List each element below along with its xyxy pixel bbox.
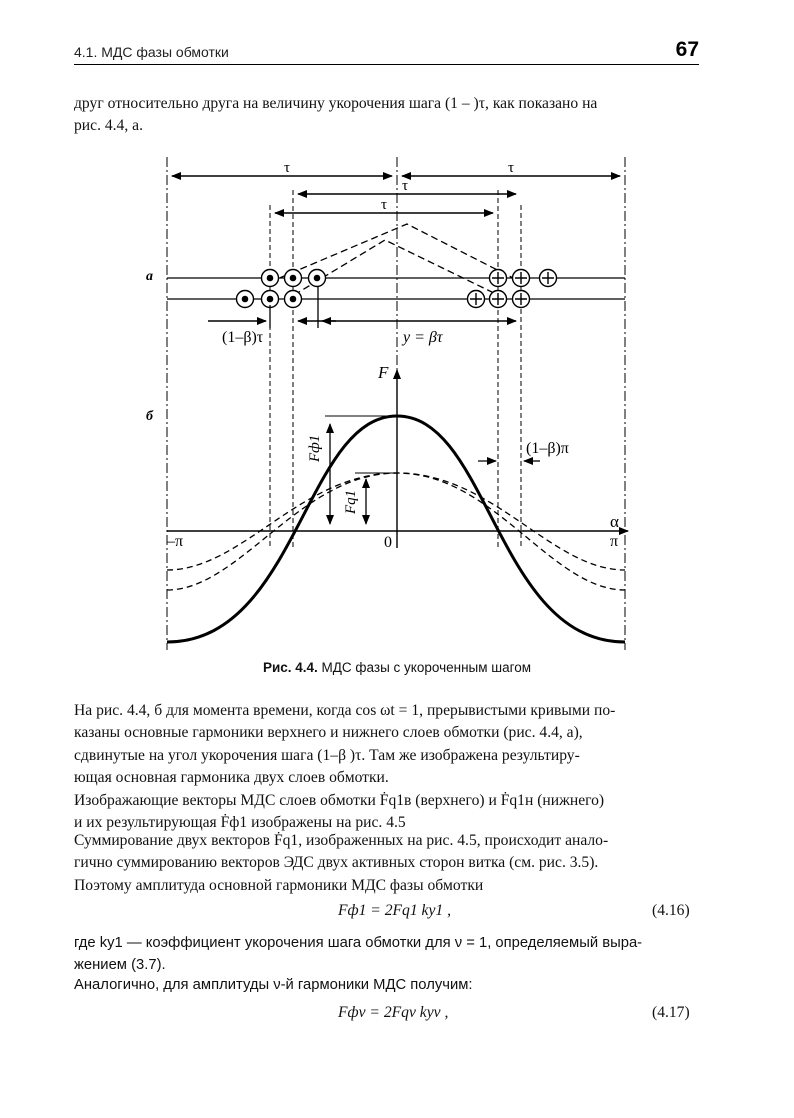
F-q-label: Fq1 [343,489,359,514]
pi-label: π [610,533,619,550]
tau-label-left: τ [284,160,291,176]
paragraph-1-line: На рис. 4.4, б для момента времени, когда cos ωt = 1, прерывистыми кривыми по- [74,702,616,719]
label-a: а [146,269,153,284]
shift-label: (1–β)π [526,440,569,457]
axis-alpha-label: α [610,512,619,531]
figure-caption [0,660,794,675]
tau-label-mid: τ [402,178,409,194]
explanation-line: где ky1 — коэффициент укорочения шага обмотки для ν = 1, определяемый выра- [74,935,643,951]
pitch-label: y = βτ [403,329,443,346]
tau-label-low: τ [381,197,388,213]
minus-pi-label: –π [167,533,184,550]
equation-4-16: Fф1 = 2Fq1 ky1 , [338,902,451,919]
caption-number: Рис. 4.4. [262,660,318,675]
equation-4-16-number: (4.16) [652,902,690,919]
paragraph-2-line: Изображающие векторы МДС слоев обмотки Ḟq1в (верхнего) и Ḟq1н (нижнего) [74,792,605,809]
axis-F-label: F [378,363,389,382]
equation-4-17: Fфν = 2Fqν kyν , [338,1004,449,1021]
equation-explanation [74,932,699,977]
paragraph-3 [74,830,699,897]
paragraph-1-line: казаны основные гармоники верхнего и нижнего слоев обмотки (рис. 4.4, а), [74,724,583,742]
intro-line-2: рис. 4.4, а. [74,117,143,135]
zero-label: 0 [384,534,392,551]
paragraph-1-line: ющая основная гармоника двух слоев обмотки. [74,768,389,786]
paragraph-2-line: и их результирующая Ḟф1 изображены на рис. 4.5 [74,814,406,832]
analog-sentence: Аналогично, для амплитуды ν-й гармоники МДС получим: [74,977,473,993]
caption-text: МДС фазы с укороченным шагом [317,660,532,675]
equation-4-17-number: (4.17) [652,1004,690,1021]
paragraph-1 [74,700,699,789]
paragraph-2 [74,790,699,835]
label-b: б [146,409,153,424]
paragraph-3-line: Суммирование двух векторов Ḟq1, изображенных на рис. 4.5, происходит анало- [74,832,609,849]
explanation-line: жением (3.7). [74,957,166,974]
paragraph-1-line: сдвинутые на угол укорочения шага (1–β )τ. Там же изображена результиру- [74,746,580,764]
intro-line-1: друг относительно друга на величину укорочения шага (1 – )τ, как показано на [74,95,598,112]
page-number: 67 [675,38,699,61]
F-phase-label: Fф1 [307,434,323,462]
tau-label-right: τ [508,160,515,176]
shortening-label: (1–β)τ [222,329,264,346]
paragraph-3-line: Поэтому амплитуда основной гармоники МДС фазы обмотки [74,876,484,894]
paragraph-3-line: гично суммированию векторов ЭДС двух активных сторон витка (см. рис. 3.5). [74,854,599,872]
section-title: 4.1. МДС фазы обмотки [74,44,229,60]
